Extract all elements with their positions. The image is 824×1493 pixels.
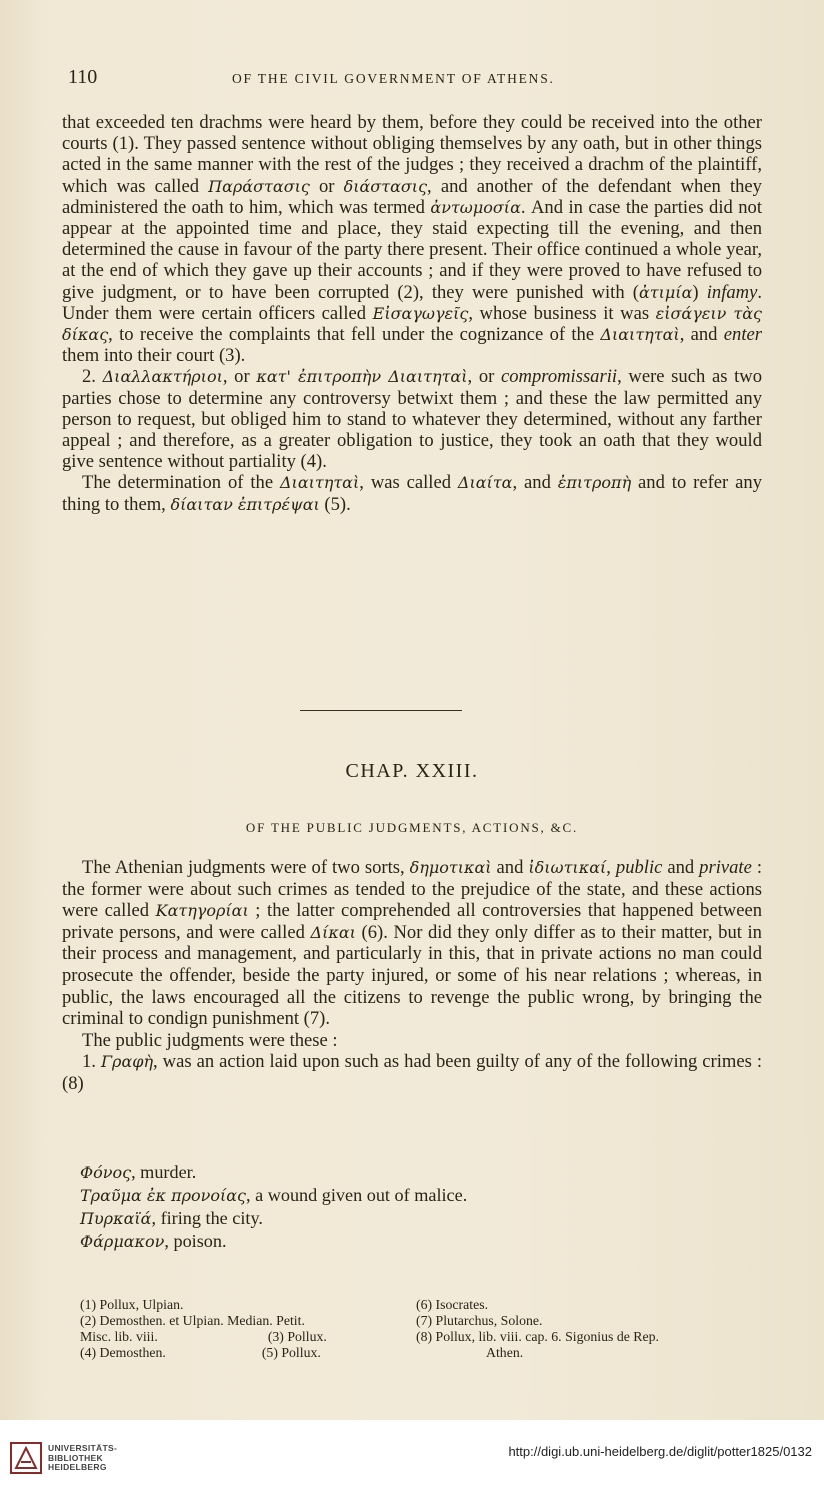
footnote: (4) Demosthen. (5) Pollux.	[80, 1345, 321, 1360]
chapter-subtitle: OF THE PUBLIC JUDGMENTS, ACTIONS, &C.	[245, 820, 579, 835]
section-arbitrators	[62, 112, 762, 515]
footnote: (7) Plutarchus, Solone.	[416, 1313, 543, 1328]
paragraph-4: The Athenian judgments were of two sorts, δημοτικαὶ and ἰδιωτικαί, public and private : the former were about such crimes as tended to the prejudice of the state, and these actions were called Κατηγορίαι ; the latter comprehended all controversies that happened between private persons, and were called Δίκαι (6). Nor did they only differ as to their matter, but in their process and management, and particularly in this, that in private actions no man could prosecute the offender, beside the party injured, or some of his near relations ; whereas, in public, the laws encouraged all the citizens to revenge the public wrong, by bringing the criminal to condign punishment (7).	[62, 857, 762, 1030]
library-logo-icon	[10, 1442, 42, 1474]
running-title: OF THE CIVIL GOVERNMENT OF ATHENS.	[232, 71, 555, 86]
list-item: Φόνος, murder.	[80, 1162, 197, 1182]
source-url[interactable]: http://digi.ub.uni-heidelberg.de/diglit/potter1825/0132	[508, 1444, 812, 1459]
paragraph-2: 2. Διαλλακτήριοι, or κατ' ἐπιτροπὴν Διαιτηταὶ, or compromissarii, were such as two parties chose to determine any controversy betwixt them ; and these the law permitted any person to request, but obliged him to stand to whatever they determined, without any farther appeal ; and therefore, as a greater obligation to justice, they took an oath that they would give sentence without partiality (4).	[62, 366, 762, 473]
list-item: Πυρκαϊά, firing the city.	[80, 1208, 263, 1228]
page-header	[68, 66, 758, 92]
footnote: (6) Isocrates.	[416, 1297, 489, 1312]
footnote: Athen.	[486, 1345, 524, 1360]
library-name: UNIVERSITÄTS- BIBLIOTHEK HEIDELBERG	[48, 1443, 118, 1472]
footnote: Misc. lib. viii. (3) Pollux.	[80, 1329, 327, 1344]
footnote: (2) Demosthen. et Ulpian. Median. Petit.	[80, 1313, 305, 1328]
chapter-title: CHAP. XXIII.	[345, 760, 479, 782]
paragraph-1: that exceeded ten drachms were heard by them, before they could be received into the other courts (1). They passed sentence without obliging themselves by any oath, but in other things acted in the same manner with the rest of the judges ; they received a drachm of the plaintiff, which was called Παράστασις or διάστασις, and another of the defendant when they administered the oath to him, which was termed ἀντωμοσία. And in case the parties did not appear at the appointed time and place, they staid expecting till the evening, and then determined the cause in favour of the party there present. Their office continued a whole year, at the end of which they gave up their accounts ; and if they were proved to have refused to give judgment, or to have been corrupted (2), they were punished with (ἀτιμία) infamy. Under them were certain officers called Εἰσαγωγεῖς, whose business it was εἰσάγειν τὰς δίκας, to receive the complaints that fell under the cognizance of the Διαιτηταὶ, and enter them into their court (3).	[62, 112, 763, 367]
page-number: 110	[68, 66, 98, 88]
crime-list	[80, 1161, 467, 1253]
paragraph-5: The public judgments were these :	[82, 1029, 338, 1051]
paragraph-6: 1. Γραφὴ, was an action laid upon such as had been guilty of any of the following crimes : (8)	[62, 1051, 762, 1094]
section-divider	[300, 710, 462, 711]
footnote: (8) Pollux, lib. viii. cap. 6. Sigonius de Rep.	[416, 1329, 659, 1344]
footnote: (1) Pollux, Ulpian.	[80, 1297, 184, 1312]
list-item: Τραῦμα ἐκ προνοίας, a wound given out of malice.	[80, 1185, 468, 1205]
paragraph-3: The determination of the Διαιτηταὶ, was called Διαίτα, and ἐπιτροπὴ and to refer any thing to them, δίαιταν ἐπιτρέψαι (5).	[62, 472, 762, 515]
viewer-footer	[0, 1420, 824, 1493]
section-public-judgments	[62, 857, 762, 1095]
footnotes-right	[416, 1297, 776, 1361]
list-item: Φάρμακον, poison.	[80, 1231, 227, 1251]
